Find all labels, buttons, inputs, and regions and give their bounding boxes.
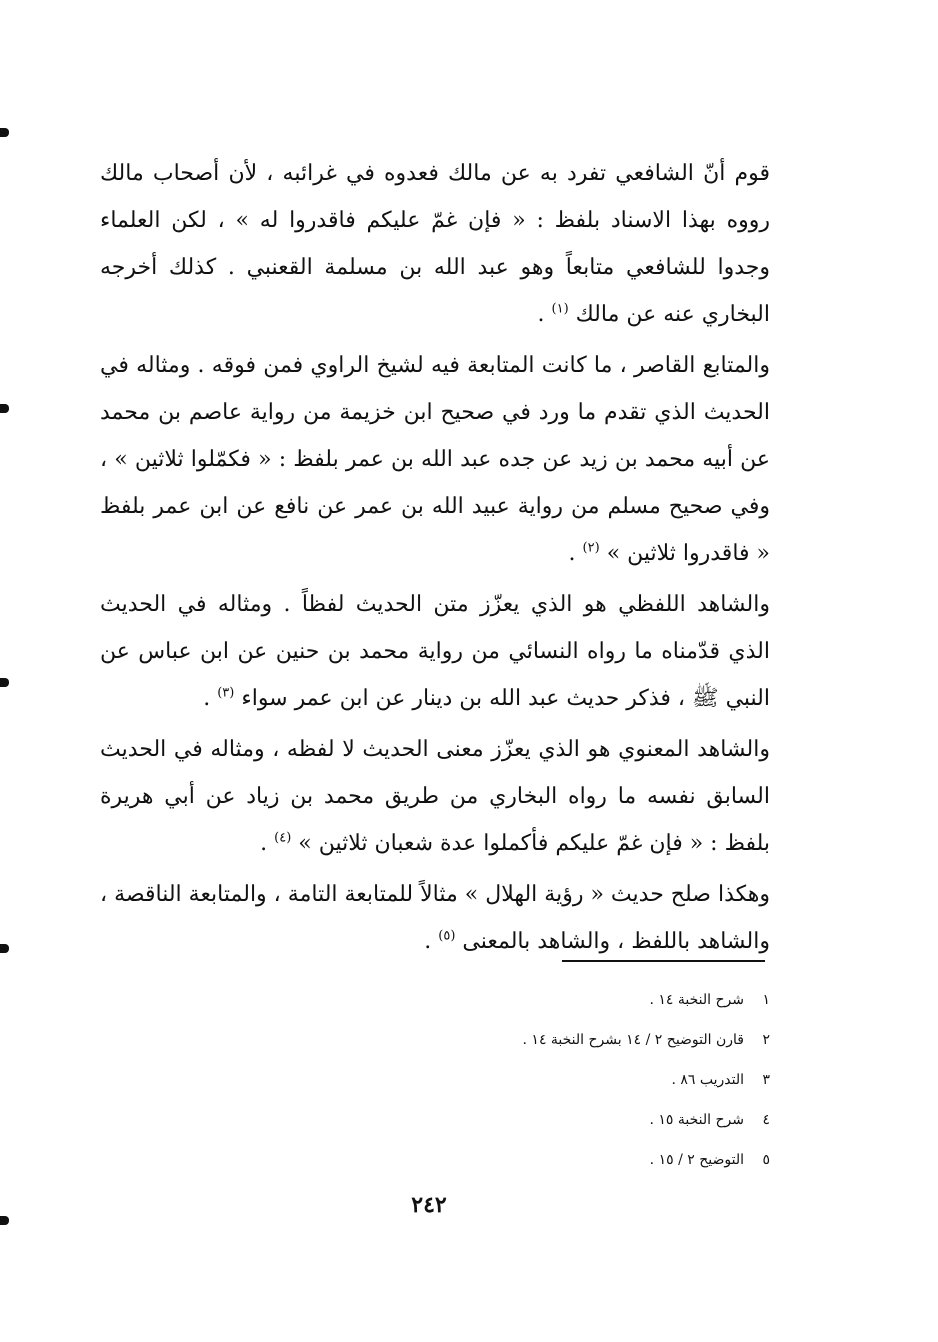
footnote-number: ١ bbox=[762, 992, 770, 1008]
footnote-divider bbox=[562, 960, 765, 962]
footnote bbox=[380, 1060, 770, 1100]
paragraph-end: . bbox=[568, 541, 576, 566]
paragraph bbox=[100, 581, 770, 722]
margin-mark bbox=[0, 128, 9, 137]
footnote bbox=[380, 1020, 770, 1060]
footnote-reference: (٥) bbox=[438, 928, 456, 944]
footnote-reference: (٢) bbox=[582, 540, 600, 556]
page-number: ٢٤٢ bbox=[411, 1192, 447, 1218]
footnote bbox=[380, 1100, 770, 1140]
paragraph-text: وهكذا صلح حديث « رؤية الهلال » مثالاً للمتابعة التامة ، والمتابعة الناقصة ، والشاهد باللفظ ، والشاهد بالمعنى bbox=[100, 882, 770, 954]
margin-mark bbox=[0, 404, 9, 413]
paragraph bbox=[100, 150, 770, 338]
paragraph-end: . bbox=[424, 929, 432, 954]
footnote-text: قارن التوضيح ٢ / ١٤ بشرح النخبة ١٤ . bbox=[522, 1032, 744, 1048]
paragraph-end: . bbox=[203, 686, 211, 711]
paragraph-text: والشاهد اللفظي هو الذي يعزّز متن الحديث لفظاً . ومثاله في الحديث الذي قدّمناه ما رواه النسائي من رواية محمد بن حنين عن ابن عباس عن النبي ﷺ ، فذكر حديث عبد الله بن دينار عن ابن عمر سواء bbox=[100, 592, 770, 711]
footnote-text: التوضيح ٢ / ١٥ . bbox=[649, 1152, 744, 1168]
paragraph bbox=[100, 871, 770, 965]
paragraph-end: . bbox=[537, 302, 545, 327]
footnote-text: التدريب ٨٦ . bbox=[671, 1072, 744, 1088]
footnote-number: ٤ bbox=[762, 1112, 770, 1128]
footnote-text: شرح النخبة ١٤ . bbox=[649, 992, 744, 1008]
footnote-number: ٢ bbox=[762, 1032, 770, 1048]
paragraph-end: . bbox=[260, 831, 268, 856]
footnote bbox=[380, 980, 770, 1020]
footnote-reference: (٤) bbox=[274, 830, 292, 846]
footnote bbox=[380, 1140, 770, 1180]
paragraph bbox=[100, 726, 770, 867]
footnote-reference: (٣) bbox=[217, 685, 235, 701]
paragraph-text: والمتابع القاصر ، ما كانت المتابعة فيه لشيخ الراوي فمن فوقه . ومثاله في الحديث الذي تقدم ما ورد في صحيح ابن خزيمة من رواية عاصم بن محمد عن أبيه محمد بن زيد عن جده عبد الله بن عمر بلفظ : « فكمّلوا ثلاثين » ، وفي صحيح مسلم من رواية عبيد الله بن عمر عن نافع عن ابن عمر بلفظ « فاقدروا ثلاثين » bbox=[100, 353, 770, 566]
margin-mark bbox=[0, 678, 9, 687]
footnote-text: شرح النخبة ١٥ . bbox=[649, 1112, 744, 1128]
body-text bbox=[100, 150, 770, 969]
paragraph-text: قوم أنّ الشافعي تفرد به عن مالك فعدوه في غرائبه ، لأن أصحاب مالك رووه بهذا الاسناد بلفظ : « فإن غمّ عليكم فاقدروا له » ، لكن العلماء وجدوا للشافعي متابعاً وهو عبد الله بن مسلمة القعنبي . كذلك أخرجه البخاري عنه عن مالك bbox=[100, 161, 770, 327]
paragraph-text: والشاهد المعنوي هو الذي يعزّز معنى الحديث لا لفظه ، ومثاله في الحديث السابق نفسه ما رواه البخاري من طريق محمد بن زياد عن أبي هريرة بلفظ : « فإن غمّ عليكم فأكملوا عدة شعبان ثلاثين » bbox=[100, 737, 770, 856]
footnote-number: ٣ bbox=[762, 1072, 770, 1088]
footnote-number: ٥ bbox=[762, 1152, 770, 1168]
paragraph bbox=[100, 342, 770, 577]
margin-mark bbox=[0, 944, 9, 953]
footnote-reference: (١) bbox=[551, 301, 569, 317]
footnotes bbox=[380, 980, 770, 1180]
